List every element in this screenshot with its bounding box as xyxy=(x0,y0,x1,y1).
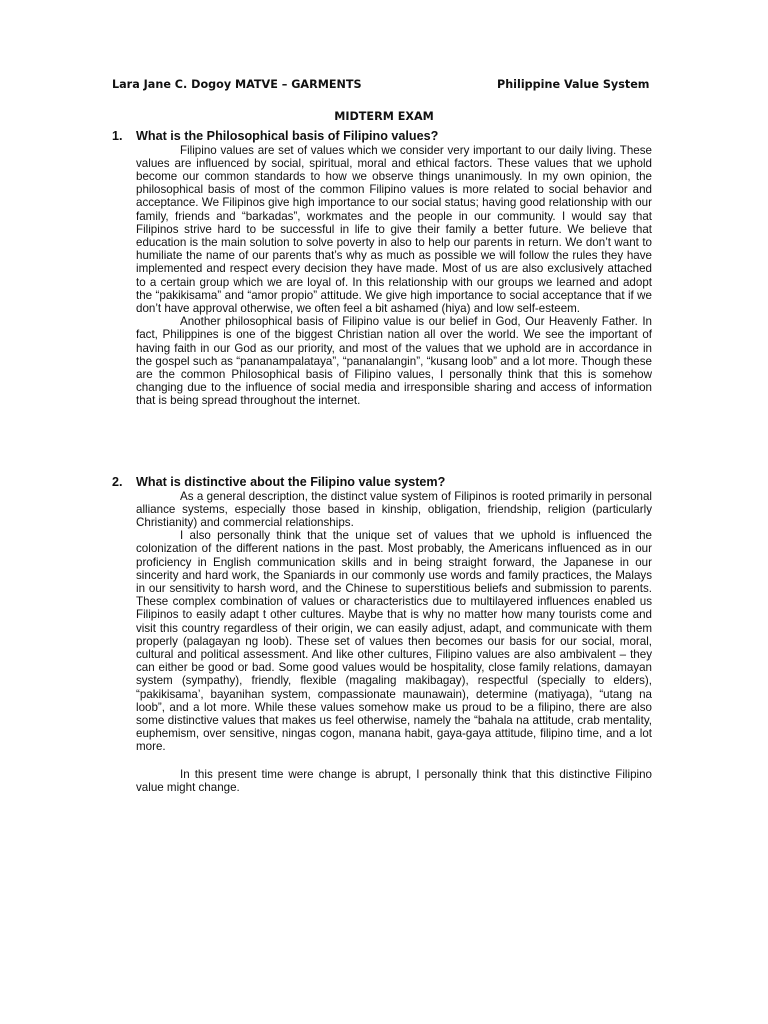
answer-paragraph: Another philosophical basis of Filipino value is our belief in God, Our Heavenly Father. In fact, Philippines is one of the biggest Christian nation all over the world. We see the important of having faith in our God as our priority, and most of the values that we uphold are in accordance in the gospel such as “pananampalataya”, “pananalangin”, “kusang loob” and a lot more. Though these are the common Philosophical basis of Filipino values, I personally think that this is somehow changing due to the influence of social media and irresponsible sharing and access of information that is being spread throughout the internet. xyxy=(136,315,652,408)
answer-body xyxy=(136,490,652,794)
answer-body xyxy=(136,144,652,408)
answer-paragraph: In this present time were change is abrupt, I personally think that this distinctive Filipino value might change. xyxy=(136,767,652,794)
question-text: What is the Philosophical basis of Filipino values? xyxy=(136,129,439,143)
question-number: 2. xyxy=(112,475,123,489)
question-1 xyxy=(112,129,652,408)
subject-line: Philippine Value System xyxy=(497,78,650,91)
answer-paragraph: Filipino values are set of values which we consider very important to our daily living. These values are influenced by social, spiritual, moral and ethical factors. These values that we uphold become our common standards to how we observe things unanimously. In my own opinion, the philosophical basis of most of the common Filipino values is more related to social behavior and acceptance. We Filipinos give high importance to our social status; having good relationship with our family, friends and “barkadas”, workmates and the people in our community. I would say that Filipinos strive hard to be successful in life to give their family a better future. We believe that education is the main solution to solve poverty in also to help our parents in return. We don’t want to humiliate the name of our parents that’s why as much as possible we will follow the rules they have implemented and respect every decision they have made. Most of us are also exclusively attached to a certain group which we are loyal of. In this relationship with our groups we learned and adopt the “pakikisama” and “amor propio” attitude. We give high importance to social acceptance that if we don’t have approval otherwise, we often feel a bit ashamed (hiya) and low self-esteem. xyxy=(136,143,652,315)
question-2 xyxy=(112,475,652,794)
answer-paragraph: I also personally think that the unique set of values that we uphold is influenced the colonization of the different nations in the past. Most probably, the Americans influenced as in our proficiency in English communication skills and in being straight forward, the Japanese in our sincerity and hard work, the Spaniards in our commonly use words and family practices, the Malays in our sensitivity to harsh word, and the Chinese to superstitious beliefs and submission to parents. These complex combination of values or characteristics due to multilayered influences enabled us Filipinos to easily adapt t other cultures. Maybe that is why no matter how many tourists come and visit this country regardless of their origin, we can easily adjust, adapt, and communicate with them properly (palagayan ng loob). These set of values then becomes our basis for our social, moral, cultural and political assessment. And like other cultures, Filipino values are also ambivalent – they can either be good or bad. Some good values would be hospitality, close family relations, damayan system (sympathy), friendly, flexible (magaling makibagay), respectful (specially to elders), “pakikisama’, bayanihan system, compassionate maunawain), determine (matiyaga), “utang na loob”, and a lot more. While these values somehow make us proud to be a filipino, there are also some distinctive values that makes us feel otherwise, namely the “bahala na attitude, crab mentality, euphemism, over sensitive, ningas cogon, manana habit, gaya-gaya attitude, filipino time, and a lot more. xyxy=(136,529,652,754)
question-heading xyxy=(112,475,652,490)
question-text: What is distinctive about the Filipino value system? xyxy=(136,475,446,489)
exam-title: MIDTERM EXAM xyxy=(334,110,434,123)
author-line: Lara Jane C. Dogoy MATVE – GARMENTS xyxy=(112,78,362,91)
document-header xyxy=(112,78,652,96)
question-heading xyxy=(112,129,652,144)
question-number: 1. xyxy=(112,129,123,143)
answer-paragraph: As a general description, the distinct value system of Filipinos is rooted primarily in personal alliance systems, especially those based in kinship, obligation, friendship, religion (particularly Christianity) and commercial relationships. xyxy=(136,489,652,529)
